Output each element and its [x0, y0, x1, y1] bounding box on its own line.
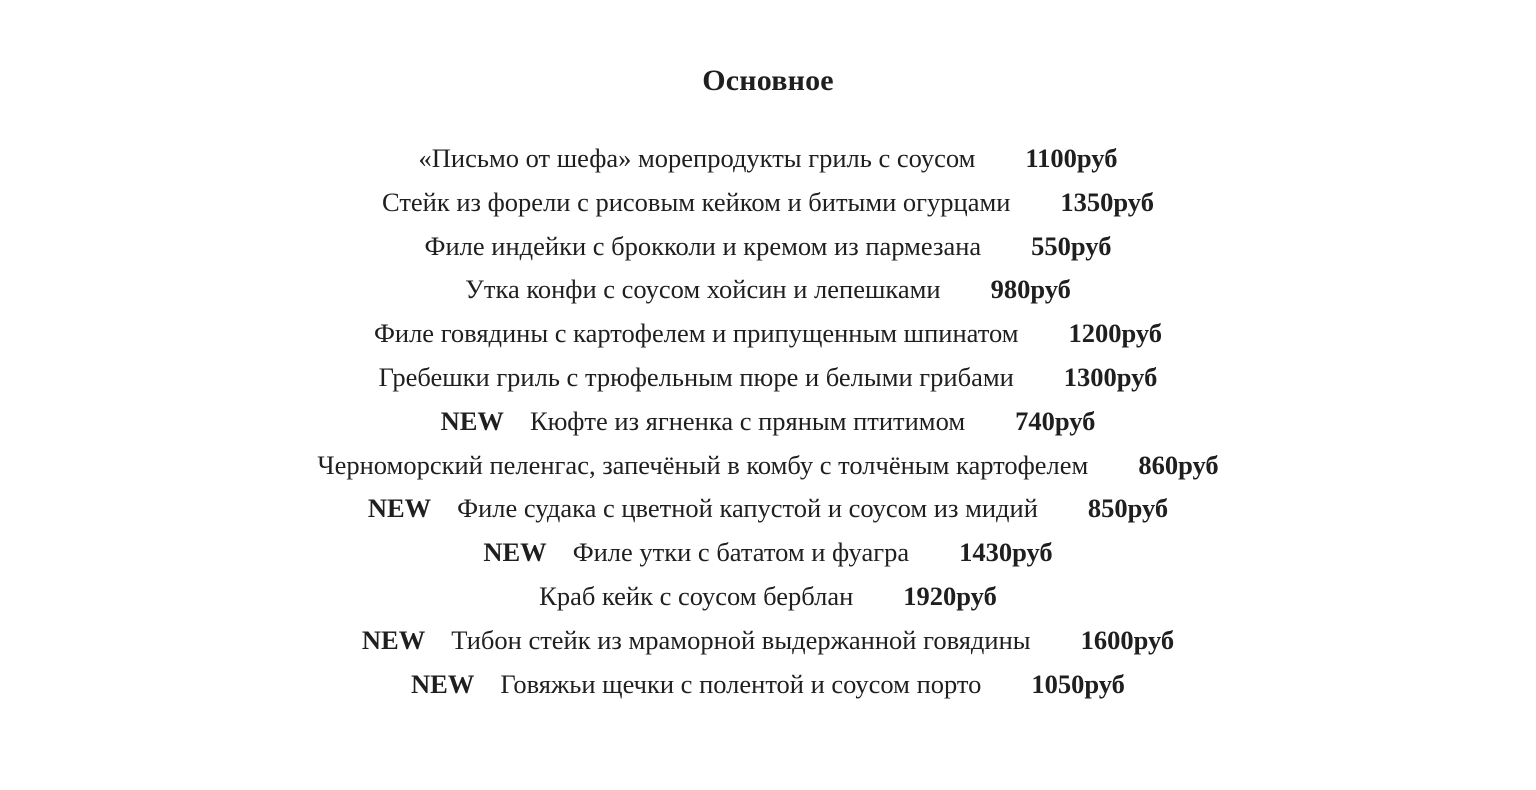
dish-price: 1600руб — [1080, 624, 1175, 655]
menu-item — [0, 619, 1536, 663]
dish-price: 980руб — [990, 274, 1071, 305]
new-badge: NEW — [483, 537, 547, 568]
dish-price: 1050руб — [1031, 668, 1125, 699]
menu-item — [0, 181, 1536, 225]
dish-price: 850руб — [1087, 493, 1169, 524]
dish-name: Краб кейк с соусом берблан — [539, 580, 854, 611]
dish-price: 860руб — [1138, 449, 1219, 480]
menu-item — [0, 487, 1536, 531]
menu-item — [0, 137, 1536, 181]
menu-item — [0, 531, 1536, 575]
dish-price: 1100руб — [1025, 143, 1118, 173]
menu-item — [0, 400, 1536, 444]
dish-name: Утка конфи с соусом хойсин и лепешками — [465, 274, 941, 305]
menu-list — [0, 137, 1536, 706]
dish-price: 1200руб — [1068, 318, 1163, 349]
dish-name: Филе утки с бататом и фуагра — [572, 537, 910, 568]
menu-item — [0, 225, 1536, 269]
menu-item — [0, 268, 1536, 312]
dish-price: 1920руб — [903, 580, 997, 611]
dish-name: Филе судака с цветной капустой и соусом из мидий — [457, 493, 1038, 524]
new-badge: NEW — [361, 624, 426, 655]
dish-price: 1430руб — [959, 537, 1053, 568]
menu-item — [0, 444, 1536, 488]
dish-name: Говяжьи щечки с полентой и соусом порто — [500, 668, 982, 699]
new-badge: NEW — [411, 668, 475, 699]
dish-price: 740руб — [1015, 405, 1096, 436]
dish-price: 1350руб — [1060, 186, 1154, 217]
dish-price: 550руб — [1031, 230, 1112, 261]
new-badge: NEW — [367, 493, 432, 524]
menu-item — [0, 312, 1536, 356]
new-badge: NEW — [440, 405, 504, 436]
dish-name: Черноморский пеленгас, запечёный в комбу с толчёным картофелем — [317, 449, 1089, 480]
menu-item — [0, 575, 1536, 619]
dish-name: Кюфте из ягненка с пряным птитимом — [529, 405, 966, 436]
dish-name: Тибон стейк из мраморной выдержанной говядины — [451, 624, 1031, 655]
dish-name: Филе говядины с картофелем и припущенным шпинатом — [373, 318, 1019, 349]
dish-name: Стейк из форели с рисовым кейком и битыми огурцами — [382, 186, 1011, 217]
menu-item — [0, 663, 1536, 707]
dish-price: 1300руб — [1063, 361, 1158, 392]
dish-name: Филе индейки с брокколи и кремом из пармезана — [424, 230, 982, 261]
dish-name: Гребешки гриль с трюфельным пюре и белыми грибами — [378, 361, 1014, 392]
section-title: Основное — [702, 64, 834, 97]
menu-item — [0, 356, 1536, 400]
dish-name: «Письмо от шефа» морепродукты гриль с соусом — [418, 143, 976, 173]
